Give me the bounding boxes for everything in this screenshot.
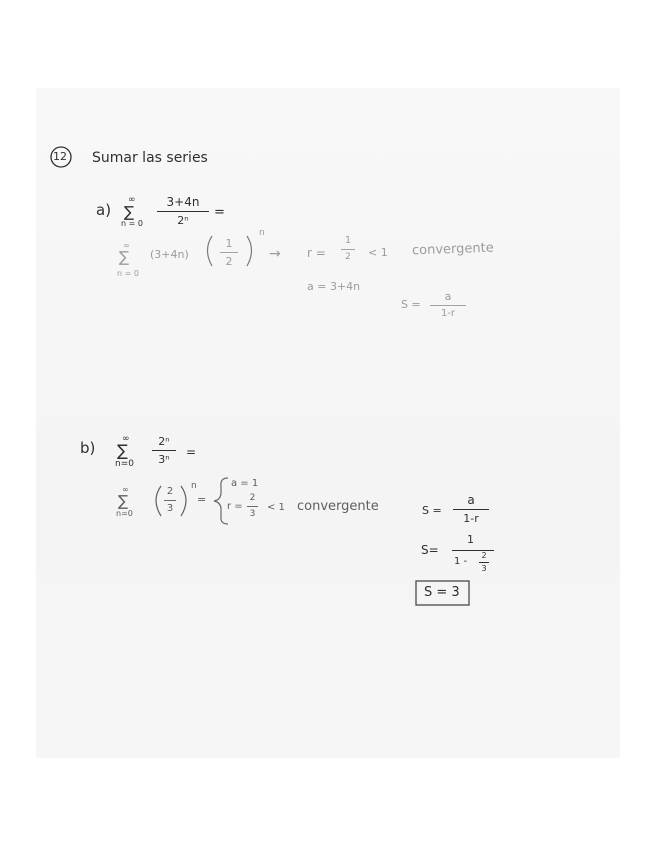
problem-number: 12 (53, 150, 67, 163)
part-b-fraction-bar (152, 450, 176, 451)
part-a-label: a) (96, 201, 112, 219)
part-b-step-equals: = (197, 493, 207, 506)
part-a-step-sigma-top: ∞ (123, 241, 130, 250)
part-a-a-line: a = 3+4n (307, 280, 361, 293)
part-b-s1-lhs: S = (422, 504, 442, 517)
part-b-denominator: 3ⁿ (158, 453, 170, 466)
part-a-r-fraction (341, 236, 355, 262)
paper-sheet (36, 88, 620, 758)
part-b-r-bar (247, 506, 258, 507)
part-a-fraction-bar (157, 211, 209, 212)
part-b-s1-num: a (467, 493, 475, 507)
part-b-s2-den-num: 2 (481, 551, 487, 560)
part-b-equals: = (186, 445, 197, 459)
part-a-r-den: 2 (345, 252, 351, 262)
part-b-result: S = 3 (424, 585, 460, 600)
part-b-r-fraction (247, 494, 258, 519)
part-a-s-bar (430, 305, 466, 306)
part-a-r-bar (341, 249, 355, 250)
part-b-s1-bar (453, 509, 489, 510)
part-b-r-num: 2 (249, 493, 256, 503)
part-a-sigma: ∑ (124, 203, 135, 221)
part-a-r-lhs: r = (307, 246, 326, 260)
part-a-s-fraction (430, 291, 466, 319)
part-b-step-den: 3 (166, 503, 174, 514)
part-b-sigma-top: ∞ (122, 434, 130, 444)
part-b-s2-den-fraction (479, 552, 489, 573)
part-a-arrow: → (269, 246, 281, 262)
part-a-r-compare: < 1 (368, 246, 388, 259)
part-b-step-sigma-bottom: n=0 (116, 509, 133, 518)
part-b-step-exponent: n (191, 481, 197, 491)
part-b-s1-fraction (453, 494, 489, 524)
part-b-r-lhs: r = (227, 501, 243, 512)
part-a-r-num: 1 (344, 235, 352, 246)
part-b-s2-num: 1 (467, 533, 474, 546)
part-b-step-sigma: ∑ (118, 492, 129, 510)
part-b-a-line: a = 1 (231, 478, 259, 489)
part-b-s2-lhs: S= (421, 543, 439, 557)
part-b-step-sigma-top: ∞ (122, 485, 129, 494)
part-a-s-den: 1-r (440, 308, 456, 319)
part-b-s2-bar (452, 550, 494, 551)
part-a-equals: = (214, 205, 225, 220)
part-a-numerator: 3+4n (166, 195, 200, 209)
part-a-s-num: a (444, 290, 452, 303)
part-b-label: b) (80, 439, 96, 457)
part-b-convergent: convergente (297, 499, 379, 514)
part-a-step-sigma-bottom: n = 0 (117, 269, 139, 278)
part-b-step-bar (164, 500, 176, 501)
part-b-s1-den: 1-r (463, 512, 479, 525)
part-a-step-half-den: 2 (225, 255, 233, 268)
part-b-sigma-bottom: n=0 (115, 459, 134, 469)
part-a-sigma-bottom: n = 0 (121, 219, 143, 228)
part-a-s-lhs: S = (401, 298, 421, 311)
part-a-step-term: (3+4n) (150, 248, 189, 261)
part-a-step-half-num: 1 (225, 237, 233, 250)
part-a-denominator: 2ⁿ (177, 214, 189, 227)
part-b-fraction (152, 436, 176, 465)
part-a-step-half-bar (220, 252, 238, 253)
part-a-sigma-top: ∞ (128, 195, 136, 205)
part-b-r-den: 3 (249, 509, 256, 519)
part-a-step-exponent: n (259, 228, 265, 238)
part-b-r-compare: < 1 (267, 502, 285, 513)
part-b-numerator: 2ⁿ (158, 435, 170, 448)
part-b-step-fraction (164, 487, 176, 514)
part-b-step-num: 2 (166, 486, 174, 497)
part-b-sigma: ∑ (117, 441, 128, 460)
part-a-step-sigma: ∑ (119, 248, 130, 266)
part-a-fraction (157, 196, 209, 226)
part-b-s2-den-den: 3 (481, 564, 487, 573)
problem-title: Sumar las series (92, 150, 208, 166)
part-b-s2-den-prefix: 1 - (454, 556, 468, 567)
part-a-convergent: convergente (411, 240, 494, 259)
part-a-step-half (220, 238, 238, 267)
part-b-s2-den-bar (479, 562, 489, 563)
